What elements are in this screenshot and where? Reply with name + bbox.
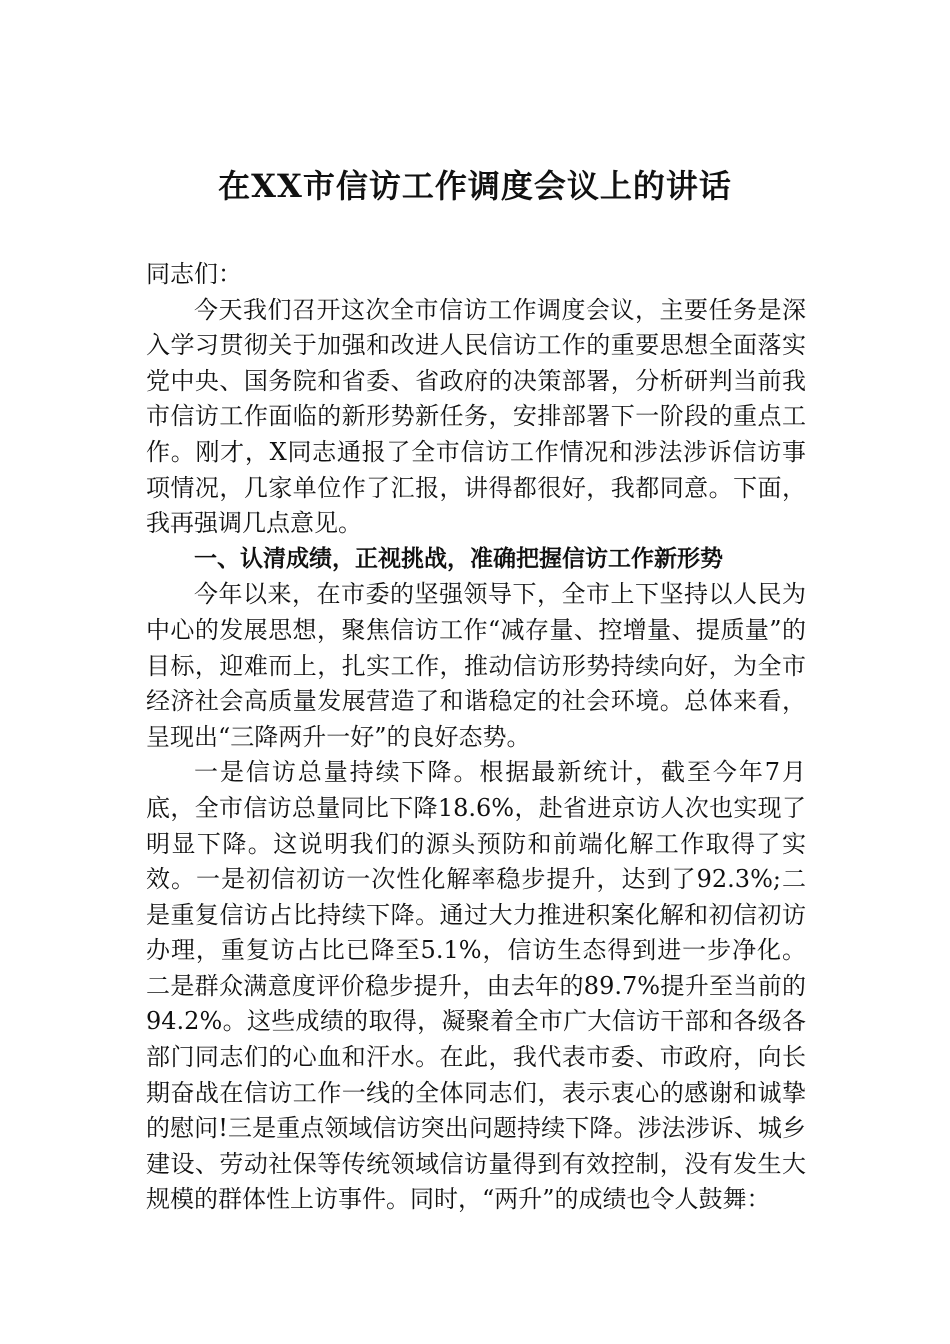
document-title: 在XX市信访工作调度会议上的讲话 — [218, 167, 732, 205]
intro-paragraph: 今天我们召开这次全市信访工作调度会议，主要任务是深入学习贯彻关于加强和改进人民信访工作的重要思想全面落实党中央、国务院和省委、省政府的决策部署，分析研判当前我市信访工作面临的新形势新任务，安排部署下一阶段的重点工作。刚才，X同志通报了全市信访工作情况和涉法涉诉信访事项情况，几家单位作了汇报，讲得都很好，我都同意。下面，我再强调几点意见。 — [146, 295, 806, 538]
section-heading: 一、认清成绩，正视挑战，准确把握信访工作新形势 — [194, 545, 723, 572]
section-paragraph-1: 今年以来，在市委的坚强领导下，全市上下坚持以人民为中心的发展思想，聚焦信访工作“减存量、控增量、提质量”的目标，迎难而上，扎实工作，推动信访形势持续向好，为全市经济社会高质量发展营造了和谐稳定的社会环境。总体来看，呈现出“三降两升一好”的良好态势。 — [146, 580, 806, 751]
salutation: 同志们： — [146, 260, 242, 288]
section-paragraph-2: 一是信访总量持续下降。根据最新统计，截至今年7月底，全市信访总量同比下降18.6%，赴省进京访人次也实现了明显下降。这说明我们的源头预防和前端化解工作取得了实效。一是初信初访一次性化解率稳步提升，达到了92.3%;二是重复信访占比持续下降。通过大力推进积案化解和初信初访办理，重复访占比已降至5.1%，信访生态得到进一步净化。二是群众满意度评价稳步提升，由去年的89.7%提升至当前的94.2%。这些成绩的取得，凝聚着全市广大信访干部和各级各部门同志们的心血和汗水。在此，我代表市委、市政府，向长期奋战在信访工作一线的全体同志们，表示衷心的感谢和诚挚的慰问!三是重点领域信访突出问题持续下降。涉法涉诉、城乡建设、劳动社保等传统领域信访量得到有效控制，没有发生大规模的群体性上访事件。同时，“两升”的成绩也令人鼓舞： — [146, 758, 806, 1214]
document-body — [146, 257, 806, 1218]
